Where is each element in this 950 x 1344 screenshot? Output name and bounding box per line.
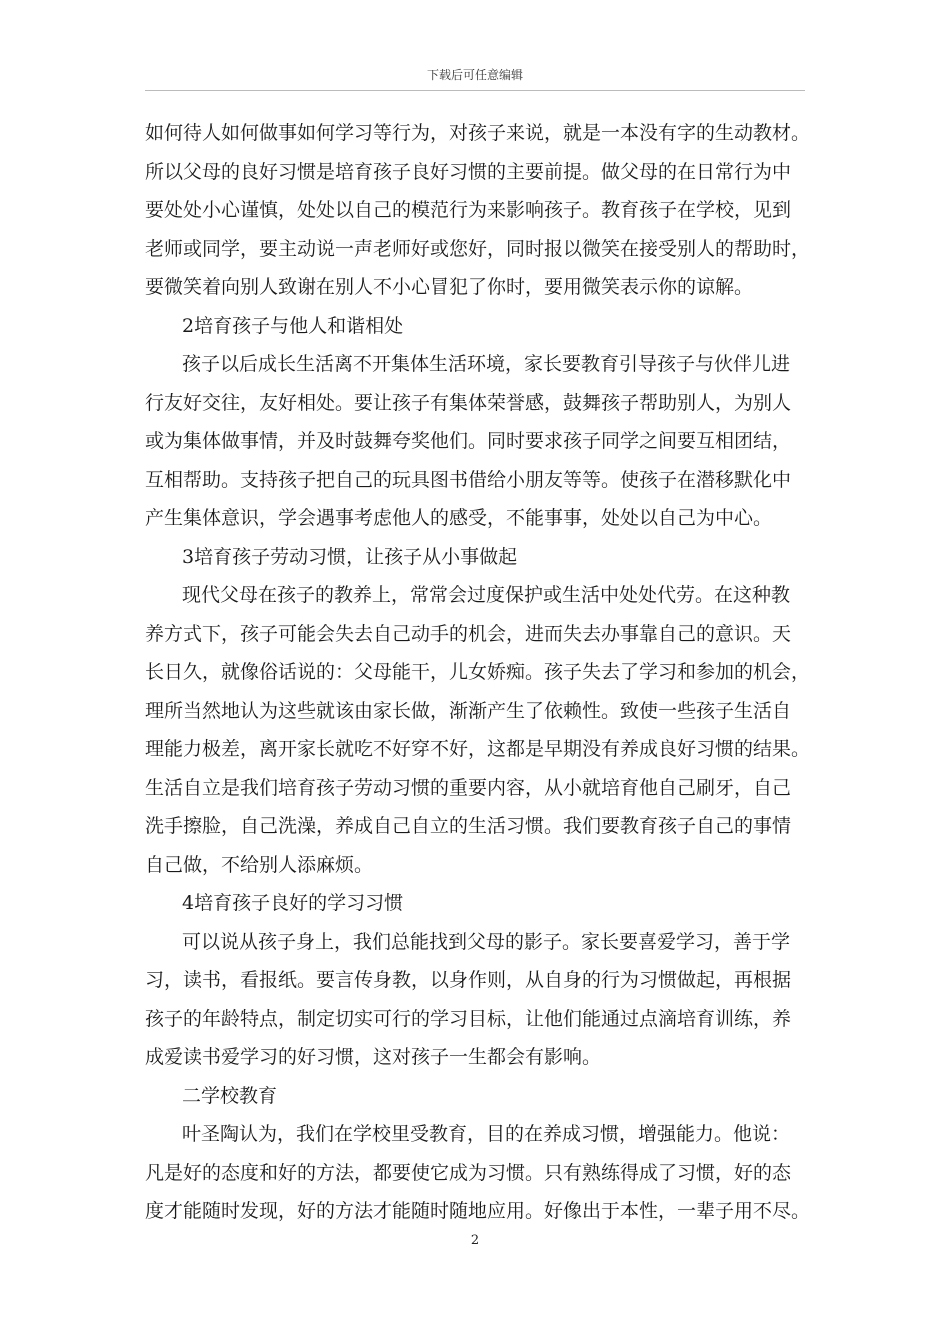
text-line: 现代父母在孩子的教养上，常常会过度保护或生活中处处代劳。在这种教 bbox=[182, 584, 791, 606]
text-line: 孩子的年龄特点，制定切实可行的学习目标，让他们能通过点滴培育训练，养 bbox=[145, 1007, 792, 1030]
text-line: 生活自立是我们培育孩子劳动习惯的重要内容，从小就培育他自己刷牙，自己 bbox=[145, 776, 792, 799]
header-divider bbox=[145, 90, 805, 91]
text-line: 凡是好的态度和好的方法，都要使它成为习惯。只有熟练得成了习惯，好的态 bbox=[145, 1161, 792, 1184]
document-body bbox=[145, 114, 825, 1231]
paragraph bbox=[145, 345, 825, 538]
text-line: 习，读书，看报纸。要言传身教，以身作则，从自身的行为习惯做起，再根据 bbox=[145, 969, 792, 991]
text-line: 养方式下，孩子可能会失去自己动手的机会，进而失去办事靠自己的意识。天 bbox=[145, 622, 792, 645]
text-line: 理所当然地认为这些就该由家长做，渐渐产生了依赖性。致使一些孩子生活自 bbox=[145, 699, 792, 722]
text-line: 要微笑着向别人致谢在别人不小心冒犯了你时，要用微笑表示你的谅解。 bbox=[145, 276, 754, 298]
page-number: 2 bbox=[470, 1233, 480, 1248]
section-heading: 二学校教育 bbox=[182, 1084, 278, 1107]
text-line: 孩子以后成长生活离不开集体生活环境，家长要教育引导孩子与伙伴儿进 bbox=[182, 353, 791, 375]
text-line: 理能力极差，离开家长就吃不好穿不好，这都是早期没有养成良好习惯的结果。 bbox=[145, 738, 811, 760]
text-line: 成爱读书爱学习的好习惯，这对孩子一生都会有影响。 bbox=[145, 1046, 602, 1068]
text-line: 长日久，就像俗话说的：父母能干，儿女娇痴。孩子失去了学习和参加的机会， bbox=[145, 661, 811, 683]
text-line: 叶圣陶认为，我们在学校里受教育，目的在养成习惯，增强能力。他说： bbox=[182, 1123, 791, 1145]
text-line: 或为集体做事情，并及时鼓舞夸奖他们。同时要求孩子同学之间要互相团结， bbox=[145, 430, 792, 452]
section-heading: 3培育孩子劳动习惯，让孩子从小事做起 bbox=[182, 545, 518, 568]
paragraph bbox=[145, 1115, 825, 1231]
text-line: 老师或同学，要主动说一声老师好或您好，同时报以微笑在接受别人的帮助时， bbox=[145, 237, 811, 260]
text-line: 洗手擦脸，自己洗澡，养成自己自立的生活习惯。我们要教育孩子自己的事情 bbox=[145, 815, 792, 837]
paragraph bbox=[145, 576, 825, 884]
paragraph bbox=[145, 114, 825, 307]
paragraph bbox=[145, 923, 825, 1077]
text-line: 行友好交往，友好相处。要让孩子有集体荣誉感，鼓舞孩子帮助别人，为别人 bbox=[145, 391, 792, 414]
section-heading: 2培育孩子与他人和谐相处 bbox=[182, 314, 404, 337]
text-line: 如何待人如何做事如何学习等行为，对孩子来说，就是一本没有字的生动教材。 bbox=[145, 122, 811, 144]
section-heading: 4培育孩子良好的学习习惯 bbox=[182, 892, 404, 914]
text-line: 自己做，不给别人添麻烦。 bbox=[145, 853, 374, 876]
page-header: 下载后可任意编辑 bbox=[426, 68, 523, 82]
text-line: 可以说从孩子身上，我们总能找到父母的影子。家长要喜爱学习，善于学 bbox=[182, 930, 791, 953]
text-line: 度才能随时发现，好的方法才能随时随地应用。好像出于本性，一辈子用不尽。 bbox=[145, 1200, 811, 1222]
text-line: 互相帮助。支持孩子把自己的玩具图书借给小朋友等等。使孩子在潜移默化中 bbox=[145, 468, 792, 491]
text-line: 所以父母的良好习惯是培育孩子良好习惯的主要前提。做父母的在日常行为中 bbox=[145, 160, 792, 183]
text-line: 要处处小心谨慎，处处以自己的模范行为来影响孩子。教育孩子在学校，见到 bbox=[145, 199, 792, 221]
text-line: 产生集体意识，学会遇事考虑他人的感受，不能事事，处处以自己为中心。 bbox=[145, 507, 773, 529]
